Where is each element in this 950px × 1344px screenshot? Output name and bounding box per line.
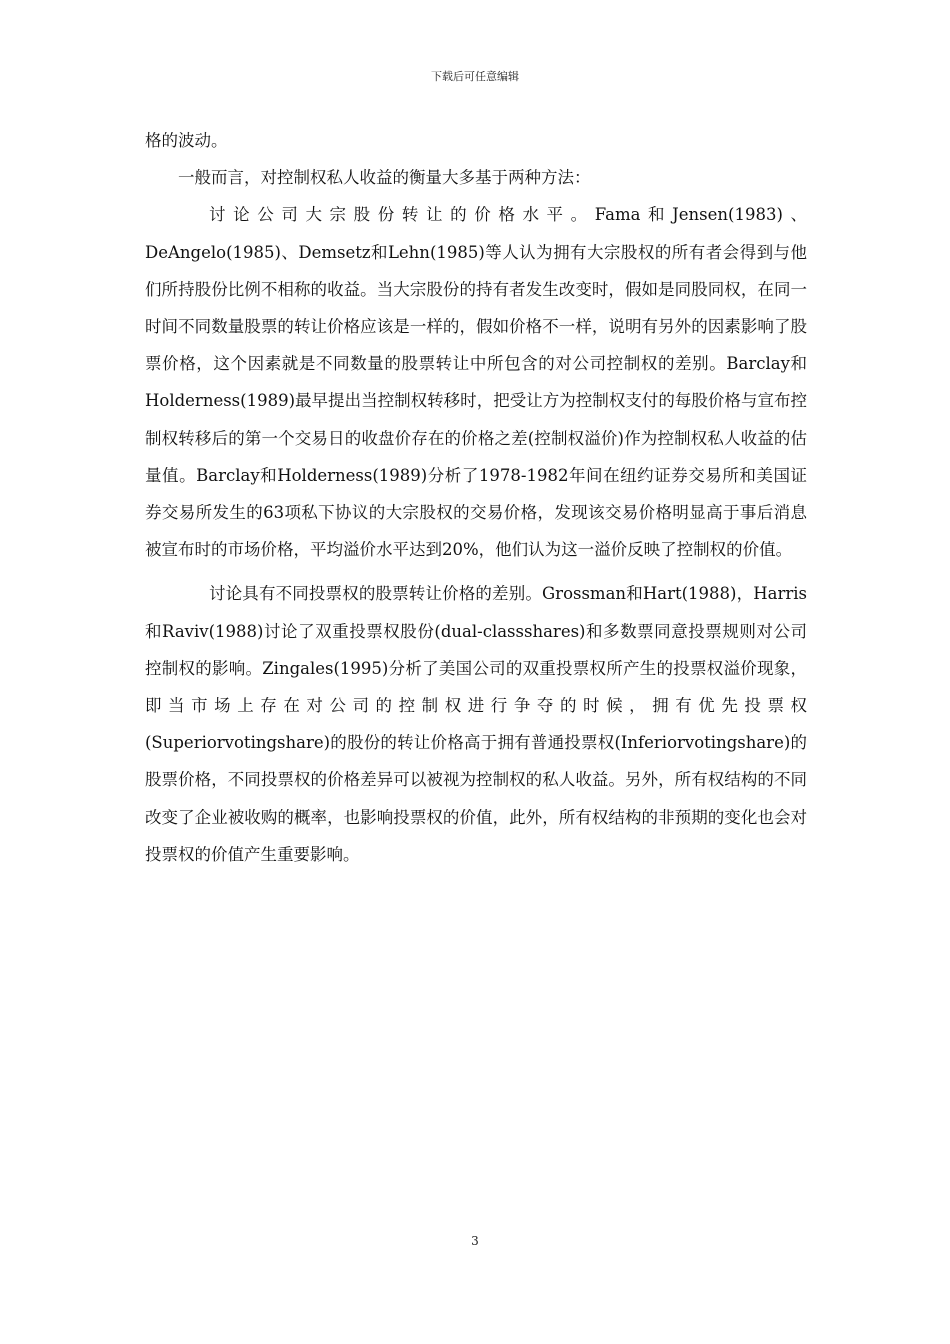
page-header: 下载后可任意编辑: [431, 70, 519, 83]
paragraph-3: 讨论公司大宗股份转让的价格水平。Fama和Jensen(1983)、DeAngelo(1985)、Demsetz和Lehn(1985)等人认为拥有大宗股权的所有者会得到与他们所持股份比例不相称的收益。当大宗股份的持有者发生改变时，假如是同股同权，在同一时间不同数量股票的转让价格应该是一样的，假如价格不一样，说明有另外的因素影响了股票价格，这个因素就是不同数量的股票转让中所包含的对公司控制权的差别。Barclay和Holderness(1989)最早提出当控制权转移时，把受让方为控制权支付的每股价格与宣布控制权转移后的第一个交易日的收盘价存在的价格之差(控制权溢价)作为控制权私人收益的估量值。Barclay和Holderness(1989)分析了1978-1982年间在纽约证券交易所和美国证券交易所发生的63项私下协议的大宗股权的交易价格，发现该交易价格明显高于事后消息被宣布时的市场价格，平均溢价水平达到20%，他们认为这一溢价反映了控制权的价值。: [145, 205, 807, 560]
paragraph-2: 一般而言，对控制权私人收益的衡量大多基于两种方法：: [178, 168, 591, 188]
paragraph-4: 讨论具有不同投票权的股票转让价格的差别。Grossman和Hart(1988)，Harris和Raviv(1988)讨论了双重投票权股份(dual-classshares)和多数票同意投票规则对公司控制权的影响。Zingales(1995)分析了美国公司的双重投票权所产生的投票权溢价现象，即当市场上存在对公司的控制权进行争夺的时候，拥有优先投票权(Superiorvotingshare)的股份的转让价格高于拥有普通投票权(Inferiorvotingshare)的股票价格，不同投票权的价格差异可以被视为控制权的私人收益。另外，所有权结构的不同改变了企业被收购的概率，也影响投票权的价值，此外，所有权结构的非预期的变化也会对投票权的价值产生重要影响。: [145, 584, 807, 864]
paragraph-1: 格的波动。: [145, 131, 228, 150]
body-text: [145, 122, 807, 873]
page-number: 3: [471, 1234, 479, 1248]
